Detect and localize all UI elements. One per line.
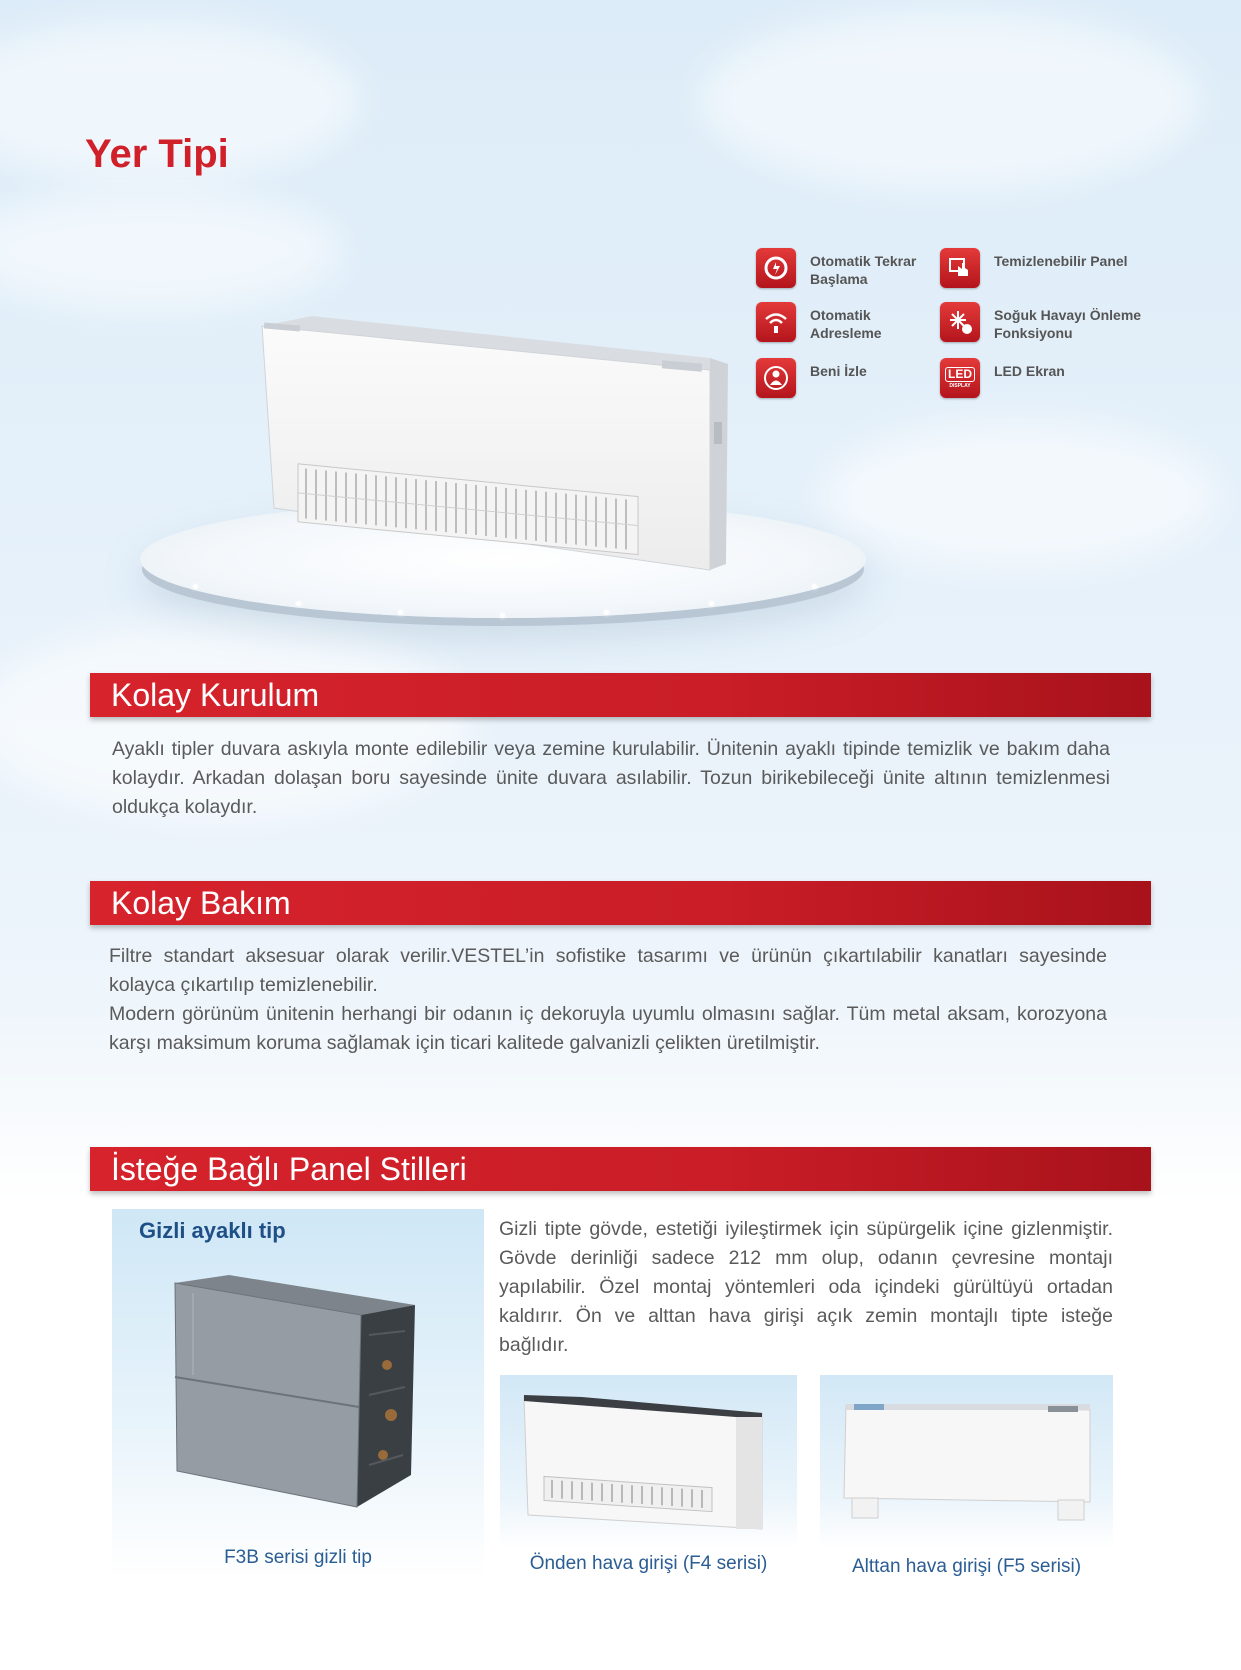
platform-light	[296, 601, 301, 606]
hidden-type-title: Gizli ayaklı tip	[139, 1218, 286, 1243]
platform-light	[500, 613, 505, 618]
cloud-decoration	[700, 10, 1200, 190]
led-icon-text: LED	[945, 367, 975, 382]
panel-text: Gizli tipte gövde, estetiği iyileştirmek için süpürgelik içine gizlenmiştir. Gövde derinliği sadece 212 mm olup, odanın çevresine montajı yapılabilir. Özel montaj yöntemleri oda içindeki gürültüyü ortadan kaldırır. Ön ve alttan hava girişi açık zemin montajlı tipte isteğe bağlıdır.	[499, 1218, 1113, 1356]
page-title: Yer Tipi	[85, 132, 229, 176]
platform-light	[812, 584, 817, 589]
cloud-decoration	[820, 420, 1220, 570]
caption-bottom-intake: Alttan hava girişi (F5 serisi)	[851, 1556, 1082, 1577]
feature-follow-me	[756, 358, 940, 398]
platform-light	[398, 610, 403, 615]
feature-auto-addressing	[756, 302, 900, 342]
platform-light	[709, 601, 714, 606]
feature-cold-draft-prevention	[940, 302, 1164, 342]
follow-me-icon	[756, 358, 796, 398]
caption-front-intake: Önden hava girişi (F4 serisi)	[529, 1553, 768, 1574]
led-display-icon	[940, 358, 980, 398]
front-intake-unit-image	[522, 1393, 764, 1531]
section-header-kolay-bakim	[90, 881, 1151, 925]
section-header-panel-stilleri	[90, 1147, 1151, 1191]
auto-addressing-icon	[756, 302, 796, 342]
feature-led-display	[940, 358, 1124, 398]
platform-light	[193, 584, 198, 589]
led-icon-subtext: DISPLAY	[949, 383, 971, 389]
auto-restart-icon	[756, 248, 796, 288]
feature-auto-restart	[756, 248, 940, 288]
feature-label: Beni İzle	[810, 363, 867, 379]
bottom-intake-unit-image	[842, 1402, 1094, 1522]
section-heading: Kolay Bakım	[111, 885, 291, 921]
cloud-decoration	[0, 190, 340, 310]
kurulum-text: Ayaklı tipler duvara askıyla monte edilebilir veya zemine kurulabilir. Ünitenin ayaklı tipinde temizlik ve bakım daha kolaydır. Arkadan dolaşan boru sayesinde ünite duvara asılabilir. Tozun birikebileceği ünite altının temizlenmesi oldukça kolaydır.	[112, 738, 1110, 818]
feature-cleanable-panel	[940, 248, 1164, 288]
hidden-unit-image	[165, 1275, 417, 1515]
cleanable-panel-icon	[940, 248, 980, 288]
feature-label: Otomatik Tekrar Başlama	[810, 253, 917, 287]
section-header-kolay-kurulum	[90, 673, 1151, 717]
cold-draft-prevention-icon	[940, 302, 980, 342]
section-heading: Kolay Kurulum	[111, 677, 320, 713]
caption-hidden-type: F3B serisi gizli tip	[224, 1547, 372, 1568]
feature-label: Soğuk Havayı Önleme Fonksiyonu	[994, 307, 1142, 341]
section-heading: İsteğe Bağlı Panel Stilleri	[111, 1151, 467, 1187]
bakim-text-1: Filtre standart aksesuar olarak verilir.VESTEL’in sofistike tasarımı ve ürünün çıkartılabilir kanatları sayesinde kolayca çıkartılıp temizlenebilir.	[109, 945, 1107, 996]
feature-label: Temizlenebilir Panel	[994, 253, 1128, 269]
feature-label: LED Ekran	[994, 363, 1065, 379]
bakim-text-2: Modern görünüm ünitenin herhangi bir odanın iç dekoruyla uyumlu olmasını sağlar. Tüm metal aksam, korozyona karşı maksimum koruma sağlamak için ticari kalitede galvanizli çelikten üretilmiştir.	[109, 1003, 1107, 1054]
feature-label: Otomatik Adresleme	[810, 307, 882, 341]
floor-unit-image	[258, 312, 728, 574]
platform-light	[604, 610, 609, 615]
